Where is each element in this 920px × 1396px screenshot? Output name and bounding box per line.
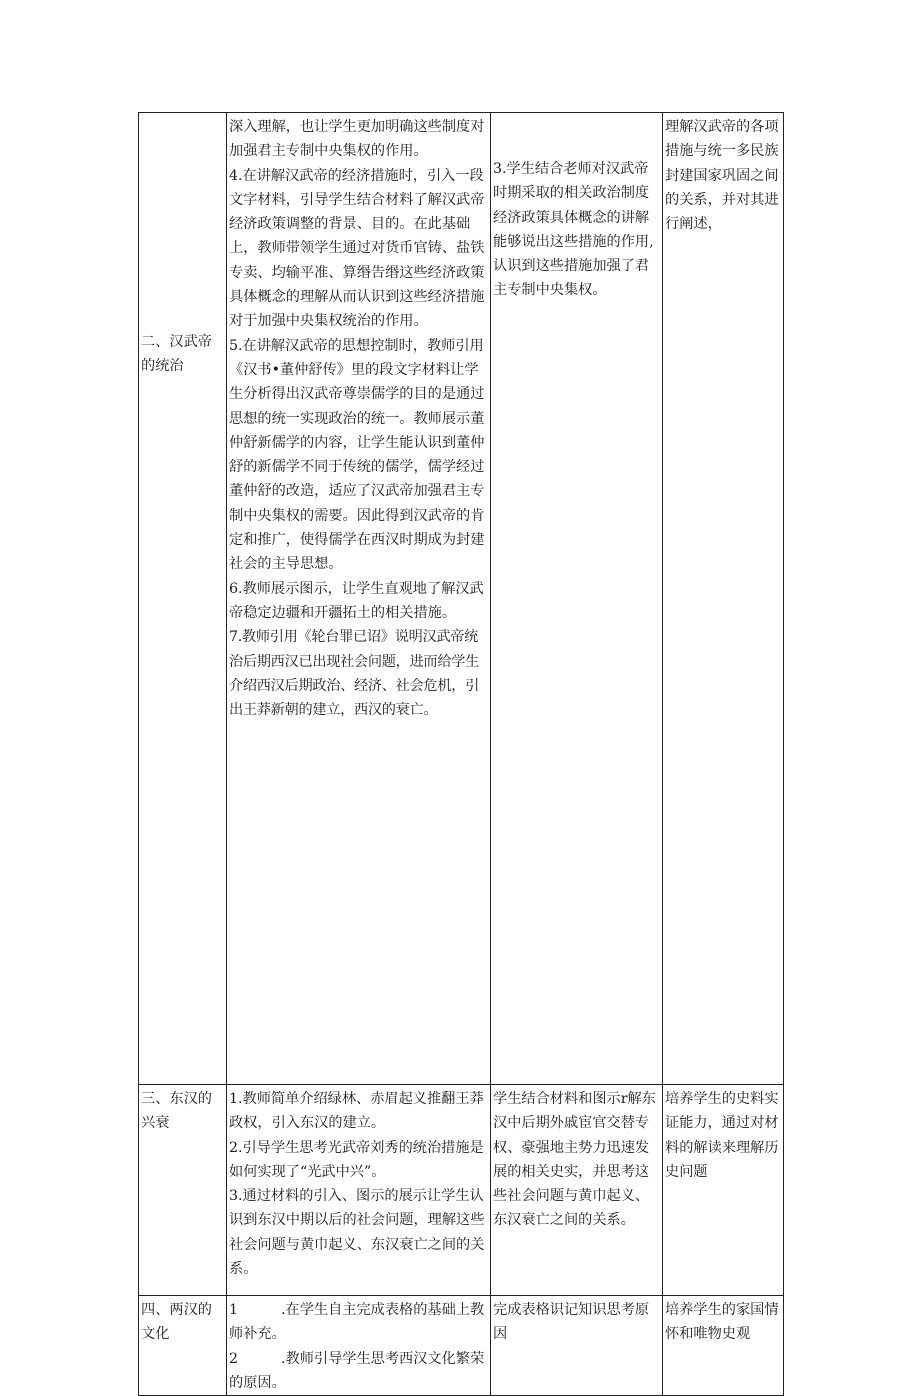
table-row — [139, 1085, 784, 1296]
item-text: .教师引导学生思考西汉文化繁荣的原因。 — [229, 1350, 485, 1391]
process-paragraph: 4.在讲解汉武帝的经济措施时，引入一段文字材料，引导学生结合材料了解汉武帝经济政策调整的背景、目的。在此基础上，教师带领学生通过对货币官铸、盐铁专卖、均输平准、算缗告缗这些经济政策具体概念的理解从而认识到这些经济措施对于加强中央集权统治的作用。 — [229, 167, 485, 330]
design-intent-text: 培养学生的家国情怀和唯物史观 — [665, 1302, 779, 1343]
student-activity-text: 学生结合材料和图示r解东汉中后期外戚宦官交替专权、豪强地主势力迅速发展的相关史实，并思考这些社会问题与黄巾起义、东汉衰亡之间的关系。 — [493, 1091, 656, 1229]
teaching-process-cell — [227, 1296, 491, 1396]
item-text: .在学生自主完成表格的基础上教师补充。 — [229, 1302, 485, 1343]
student-activity-cell — [491, 1296, 663, 1396]
teaching-process-cell — [227, 113, 491, 1085]
item-number: 2 — [229, 1350, 239, 1367]
process-paragraph: 5.在讲解汉武帝的思想控制时，教师引用《汉书•董仲舒传》里的段文字材料让学生分析得出汉武帝尊崇儒学的目的是通过思想的统一实现政治的统一。教师展示董仲舒新儒学的内容，让学生能认识到董仲舒的新儒学不同于传统的儒学，儒学经过董仲舒的改造，适应了汉武帝加强君主专制中央集权的需要。因此得到汉武帝的肯定和推广，使得儒学在西汉时期成为封建社会的主导思想。 — [229, 337, 485, 573]
student-activity-text: 完成表格识记知识思考原因 — [493, 1302, 650, 1343]
design-intent-text: 理解汉武帝的各项措施与统一多民族封建国家巩固之间的关系，并对其进行阐述， — [665, 119, 779, 233]
design-intent-cell — [663, 1085, 784, 1296]
item-number: 1 — [229, 1302, 239, 1318]
design-intent-cell — [663, 1296, 784, 1396]
process-paragraph: 7.教师引用《轮台罪已诏》说明汉武帝统治后期西汉已出现社会问题，进而给学生介绍西汉后期政治、经济、社会危机，引出王莽新朝的建立，西汉的衰亡。 — [229, 629, 479, 719]
student-activity-cell — [491, 113, 663, 1085]
topic-cell: 四、两汉的文化 — [139, 1296, 227, 1396]
student-activity-cell — [491, 1085, 663, 1296]
process-paragraph: 3.通过材料的引入、图示的展示让学生认识到东汉中期以后的社会问题，理解这些社会问题与黄巾起义、东汉衰亡之间的关系。 — [229, 1188, 485, 1278]
process-paragraph: 1.教师简单介绍绿林、赤眉起义推翻王莽政权，引入东汉的建立。 — [229, 1091, 484, 1132]
table-row — [139, 1296, 784, 1396]
process-paragraph: 2.引导学生思考光武帝刘秀的统治措施是如何实现了“光武中兴”。 — [229, 1139, 484, 1180]
topic-cell: 二、汉武帝的统治 — [139, 113, 227, 1085]
process-paragraph: 深入理解，也让学生更加明确这些制度对加强君主专制中央集权的作用。 — [229, 119, 485, 160]
topic-cell: 三、东汉的兴衰 — [139, 1085, 227, 1296]
design-intent-cell — [663, 113, 784, 1085]
process-paragraph: 6.教师展示图示，让学生直观地了解汉武帝稳定边疆和开疆拓土的相关措施。 — [229, 580, 484, 621]
table-row — [139, 113, 784, 1085]
teaching-process-cell — [227, 1085, 491, 1296]
student-activity-text: 3.学生结合老师对汉武帝时期采取的相关政治制度经济政策具体概念的讲解能够说出这些措施的作用,认识到这些措施加强了君主专制中央集权。 — [493, 161, 654, 299]
process-paragraph — [229, 1298, 489, 1347]
lesson-plan-table — [138, 112, 784, 1396]
process-paragraph — [229, 1347, 489, 1396]
design-intent-text: 培养学生的史料实证能力，通过对材料的解读来理解历史问题 — [665, 1091, 779, 1180]
